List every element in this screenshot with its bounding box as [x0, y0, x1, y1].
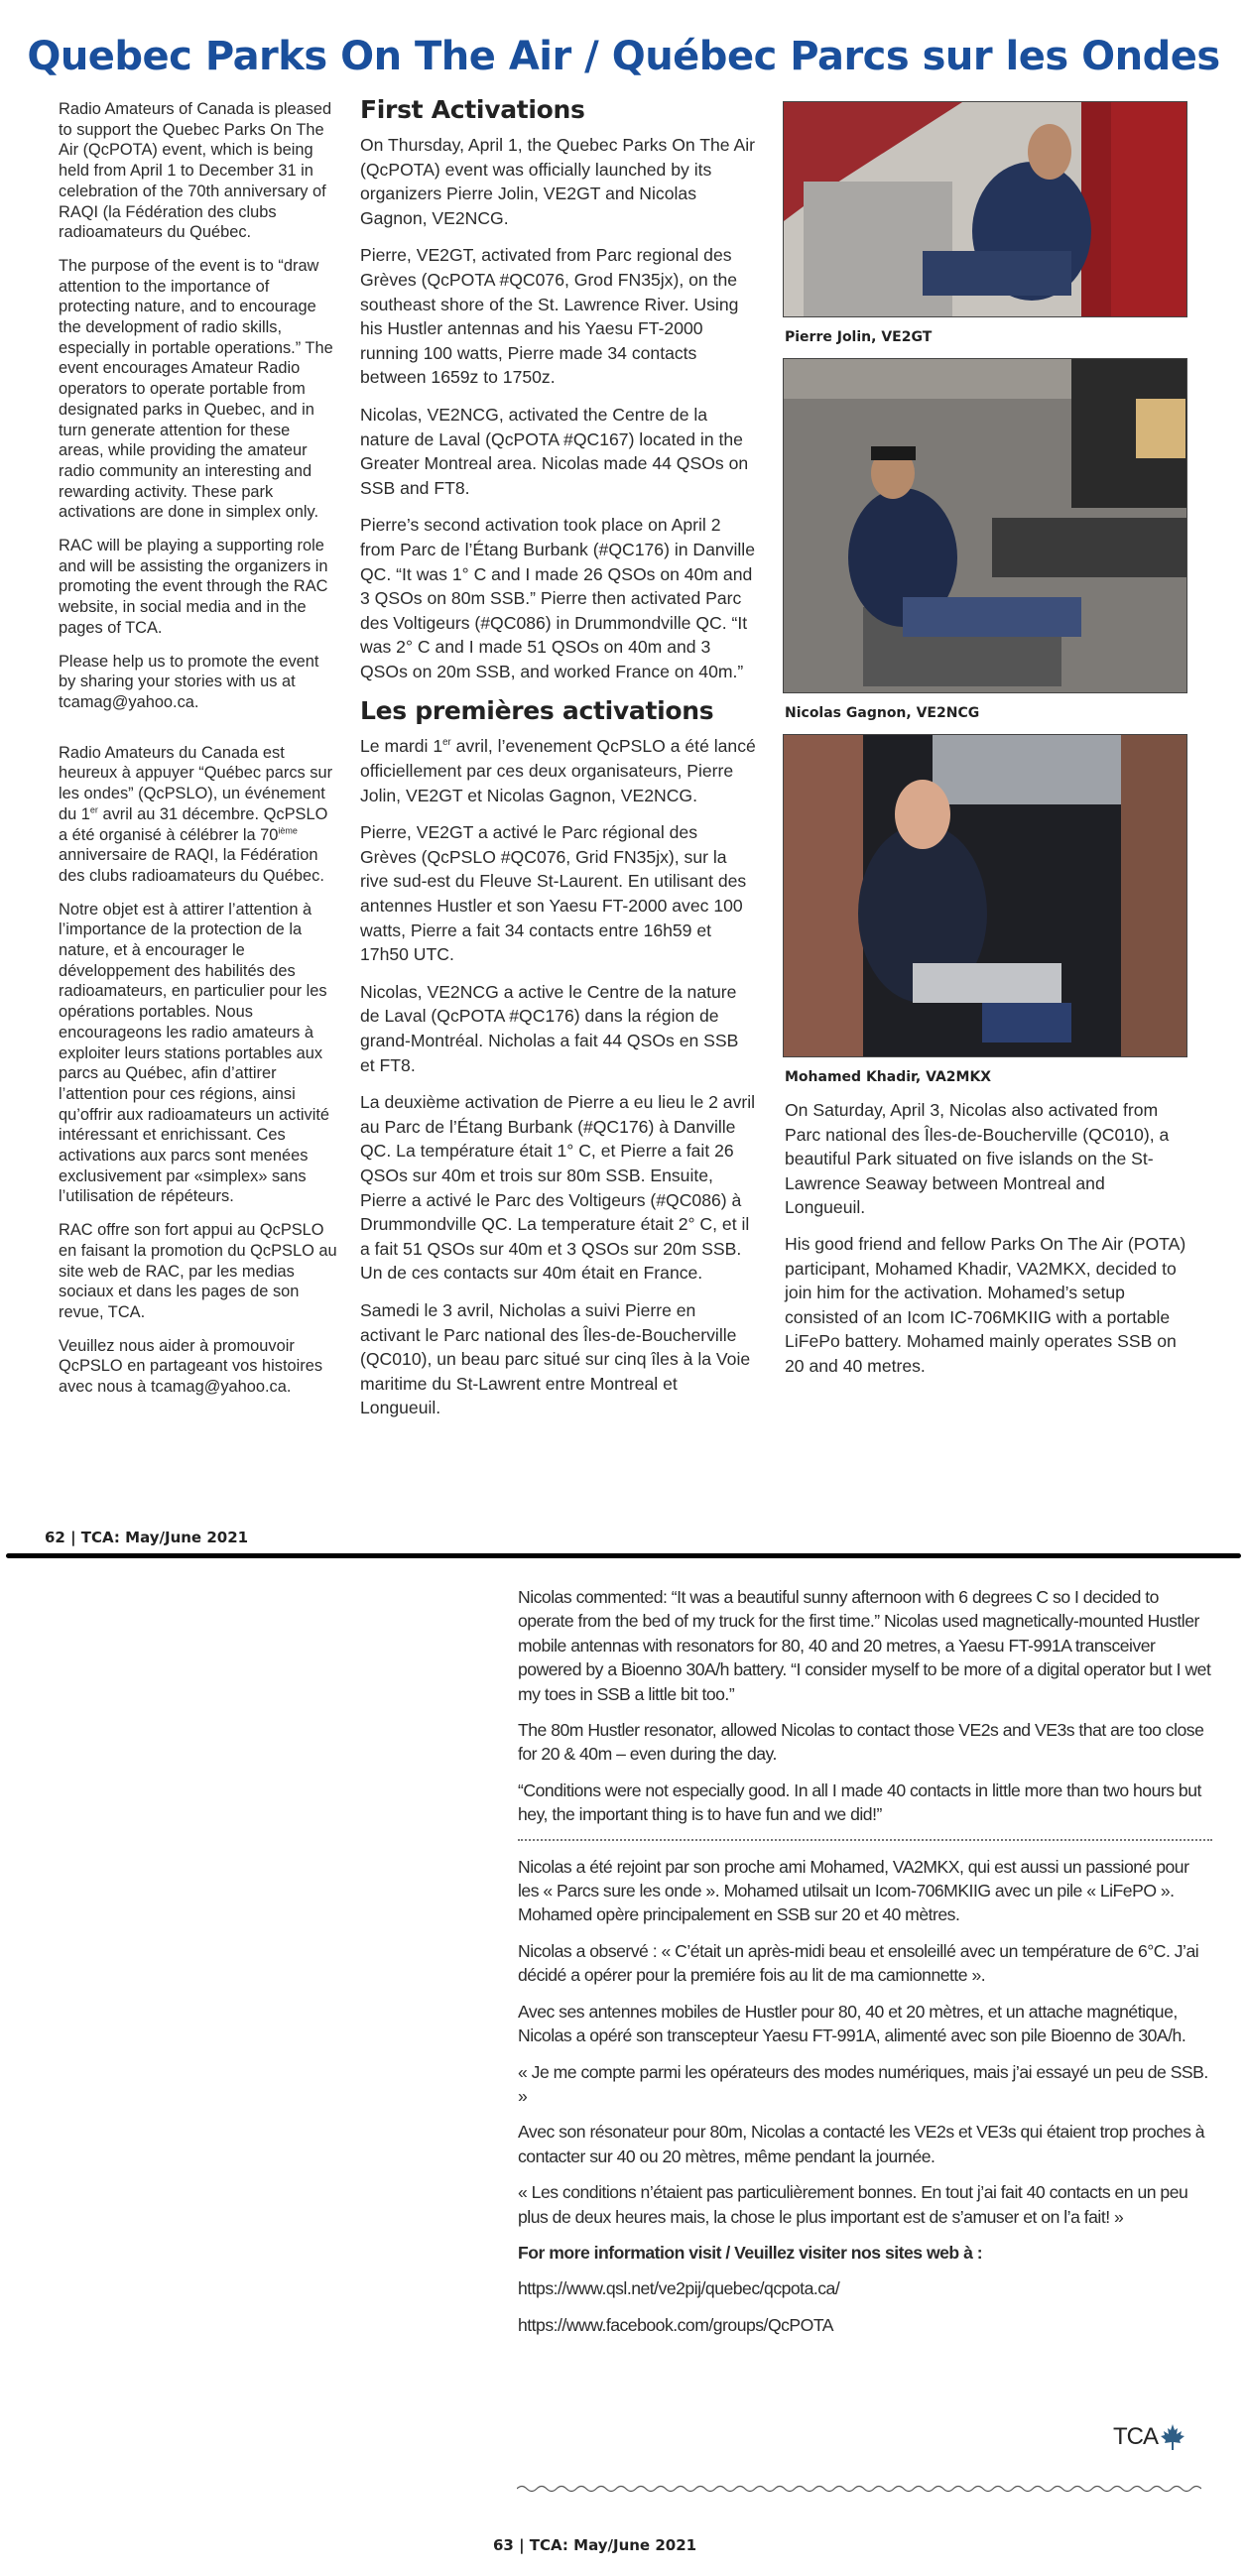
- dotted-separator: [518, 1839, 1212, 1841]
- article-paragraph: « Les conditions n’étaient pas particulièrement bonnes. En tout j’ai fait 40 contacts en un peu plus de deux heures mais, la chose le plus important est de s’amuser et on l’a fait! »: [518, 2182, 1188, 2227]
- article-paragraph: Nicolas a observé : « C’était un après-midi beau et ensoleillé avec un température de 6°C. J’ai décidé a opérer pour la premiére fois au lit de ma camionnette ».: [518, 1940, 1199, 1986]
- article-paragraph: Nicolas a été rejoint par son proche ami Mohamed, VA2MKX, qui est aussi un passioné pour les « Parcs sure les onde ». Mohamed utilsait un Icom-706MKIIG avec un pile « LiFePO ». Mohamed opère principalement en SSB sur 20 et 40 mètres.: [518, 1856, 1189, 1925]
- purpose-paragraph: The purpose of the event is to “draw attention to the importance of protecting nature, and to encourage the development of radio skills, especially in portable operations.” The event encourages Amateur Radio operators to operate portable from designated parks in Quebec, and in turn generate attention for these areas, while providing the amateur radio community an interesting and rewarding activity. These park activations are done in simplex only.: [59, 256, 333, 522]
- article-paragraph: On Thursday, April 1, the Quebec Parks On The Air (QcPOTA) event was officially launched by its organizers Pierre Jolin, VE2GT and Nicolas Gagnon, VE2NCG.: [360, 135, 756, 228]
- article-paragraph: On Saturday, April 3, Nicolas also activated from Parc national des Îles-de-Boucherville (QC010), a beautiful Park situated on five islands on the St-Lawrence Seaway between Montreal and Longueuil.: [785, 1100, 1170, 1218]
- photo-car-illustration: [784, 102, 1187, 317]
- article-paragraph: Avec ses antennes mobiles de Hustler pour 80, 40 et 20 mètres, et un attache magnétique, Nicolas a opéré son transcepteur Yaesu FT-991A, alimenté avec son pile Bioenno de 30A/h.: [518, 2001, 1186, 2046]
- heading-first-activations: First Activations: [360, 95, 585, 124]
- fr-rac-paragraph: RAC offre son fort appui au QcPSLO en faisant la promotion du QcPSLO au site web de RAC, par les medias sociaux et dans les pages de son revue, TCA.: [59, 1221, 337, 1321]
- article-paragraph: « Je me compte parmi les opérateurs des modes numériques, mais j’ai essayé un peu de SSB. »: [518, 2061, 1208, 2106]
- right-article: [783, 1098, 1189, 1379]
- photo-caption: Mohamed Khadir, VA2MKX: [785, 1069, 992, 1085]
- page-title: Quebec Parks On The Air / Québec Parcs sur les Ondes: [27, 34, 1220, 79]
- fr-purpose-paragraph: Notre objet est à attirer l’attention à l’importance de la protection de la nature, et à encourager le développement des habilités des radioamateurs, en particulier pour les opérations portables. Nous encourageons les radio amateurs à exploiter leurs stations portables aux parcs au Québec, afin d’attirer l’attention pour ces régions, ainsi qu’offrir aux radioamateurs un activité intéressant et enrichissant. Ces activations aux parcs sont menées exclusivement par «simplex» sans l’utilisation de répéteurs.: [59, 900, 330, 1206]
- article-paragraph: Nicolas, VE2NCG, activated the Centre de la nature de Laval (QcPOTA #QC167) located in the Greater Montreal area. Nicolas made 44 QSOs on SSB and FT8.: [360, 404, 749, 498]
- page-divider: [6, 1553, 1241, 1558]
- article-paragraph: Le mardi 1er avril, l’evenement QcPSLO a été lancé officiellement par ces deux organisateurs, Pierre Jolin, VE2GT et Nicolas Gagnon, VE2NCG.: [360, 736, 756, 805]
- tca-logo-text: TCA: [1113, 2423, 1158, 2450]
- article-paragraph: His good friend and fellow Parks On The Air (POTA) participant, Mohamed Khadir, VA2MKX, decided to join him for the activation. Mohamed’s setup consisted of an Icom IC-706MKIIG with a portable LiFePo battery. Mohamed mainly operates SSB on 20 and 40 metres.: [785, 1233, 1186, 1376]
- photo-caption: Nicolas Gagnon, VE2NCG: [785, 705, 980, 721]
- fr-share-paragraph: Veuillez nous aider à promouvoir QcPSLO en partageant vos histoires avec nous à tcamag@yahoo.ca.: [59, 1336, 323, 1397]
- article-paragraph: Pierre, VE2GT, activated from Parc regional des Grèves (QcPOTA #QC076, Grod FN35jx), on the southeast shore of the St. Lawrence River. Using his Hustler antennas and his Yaesu FT-2000 running 100 watts, Pierre made 34 contacts between 1659z to 1750z.: [360, 245, 739, 388]
- page-footer-63: 63 | TCA: May/June 2021: [493, 2536, 697, 2554]
- photo-truck-illustration: [784, 359, 1187, 693]
- photo-nicolas-gagnon: [783, 358, 1187, 693]
- photo-pierre-jolin: [783, 101, 1187, 317]
- photo-caption: Pierre Jolin, VE2GT: [785, 329, 933, 345]
- photo-car-interior-illustration: [784, 735, 1187, 1057]
- article-paragraph: Samedi le 3 avril, Nicholas a suivi Pierre en activant le Parc national des Îles-de-Boucherville (QC010), un beau parc situé sur cinq îles à la Voie maritime du St-Lawrent entre Montreal et Longueuil.: [360, 1299, 751, 1418]
- page-footer-62: 62 | TCA: May/June 2021: [45, 1529, 249, 1546]
- heading-premieres-activations: Les premières activations: [360, 696, 714, 726]
- share-stories-paragraph: Please help us to promote the event by sharing your stories with us at tcamag@yahoo.ca.: [59, 652, 319, 711]
- wavy-separator: [517, 2483, 1201, 2495]
- page-63-article: [518, 1585, 1212, 2349]
- middle-column: [360, 95, 757, 1433]
- photo-mohamed-khadir: [783, 734, 1187, 1057]
- article-paragraph: Nicolas, VE2NCG a active le Centre de la nature de Laval (QcPOTA #QC176) dans la région de grand-Montréal. Nicholas a fait 44 QSOs en SSB et FT8.: [360, 981, 739, 1075]
- article-paragraph: La deuxième activation de Pierre a eu lieu le 2 avril au Parc de l’Étang Burbank (#QC176) à Danville QC. La température était 1° C, et Pierre a fait 26 QSOs sur 40m et trois sur 80m SSB. Ensuite, Pierre a activé le Parc des Voltigeurs (#QC086) à Drummondville QC. La temperature était 2° C, et il a fait 51 QSOs sur 40m et 3 QSOs sur 20m SSB. Un de ces contacts sur 40m était en France.: [360, 1092, 756, 1284]
- qcpota-website-link[interactable]: https://www.qsl.net/ve2pij/quebec/qcpota.ca/: [518, 2278, 840, 2299]
- article-paragraph: “Conditions were not especially good. In all I made 40 contacts in little more than two hours but hey, the important thing is to have fun and we did!”: [518, 1779, 1201, 1825]
- article-paragraph: Nicolas commented: “It was a beautiful sunny afternoon with 6 degrees C so I decided to operate from the bed of my truck for the first time.” Nicolas used magnetically-mounted Hustler mobile antennas with resonators for 80, 40 and 20 metres, a Yaesu FT-991A transceiver powered by a Bioenno 30A/h battery. “I consider myself to be more of a digital operator but I wet my toes in SSB a little bit too.”: [518, 1587, 1211, 1704]
- rac-role-paragraph: RAC will be playing a supporting role and will be assisting the organizers in promoting the event through the RAC website, in social media and in the pages of TCA.: [59, 537, 328, 637]
- left-column: [59, 99, 338, 1411]
- article-paragraph: Pierre, VE2GT a activé le Parc régional des Grèves (QcPSLO #QC076, Grid FN35jx), sur la rive sud-est du Fleuve St-Laurent. En utilisant des antennes Hustler et son Yaesu FT-2000 avec 100 watts, Pierre a fait 34 contacts entre 16h59 et 17h50 UTC.: [360, 822, 747, 965]
- more-info-heading: For more information visit / Veuillez visiter nos sites web à :: [518, 2242, 983, 2263]
- article-paragraph: Pierre’s second activation took place on April 2 from Parc de l’Étang Burbank (#QC176) in Danville QC. “It was 1° C and I made 26 QSOs on 40m and 3 QSOs on 80m SSB.” Pierre then activated Parc des Voltigeurs (#QC086) in Drummondville QC. “It was 2° C and I made 51 QSOs on 40m and 3 QSOs on 20m SSB, and worked France on 40m.”: [360, 515, 755, 681]
- fr-intro-paragraph: Radio Amateurs du Canada est heureux à appuyer “Québec parcs sur les ondes” (QcPSLO), un événement du 1er avril au 31 décembre. QcPSLO a été organisé à célébrer la 70ième anniversaire de RAQI, la Fédération des clubs radioamateurs du Québec.: [59, 743, 333, 885]
- article-paragraph: Avec son résonateur pour 80m, Nicolas a contacté les VE2s et VE3s qui étaient trop proches à contacter sur 40 ou 20 mètres, même pendant la journée.: [518, 2122, 1205, 2166]
- tca-logo: [1113, 2423, 1185, 2451]
- intro-paragraph: Radio Amateurs of Canada is pleased to support the Quebec Parks On The Air (QcPOTA) event, which is being held from April 1 to December 31 in celebration of the 70th anniversary of RAQI (la Fédération des clubs radioamateurs du Québec.: [59, 100, 332, 242]
- right-column: [783, 101, 1189, 1391]
- qcpota-facebook-link[interactable]: https://www.facebook.com/groups/QcPOTA: [518, 2314, 834, 2335]
- maple-leaf-icon: [1160, 2423, 1185, 2451]
- article-paragraph: The 80m Hustler resonator, allowed Nicolas to contact those VE2s and VE3s that are too close for 20 & 40m – even during the day.: [518, 1720, 1204, 1765]
